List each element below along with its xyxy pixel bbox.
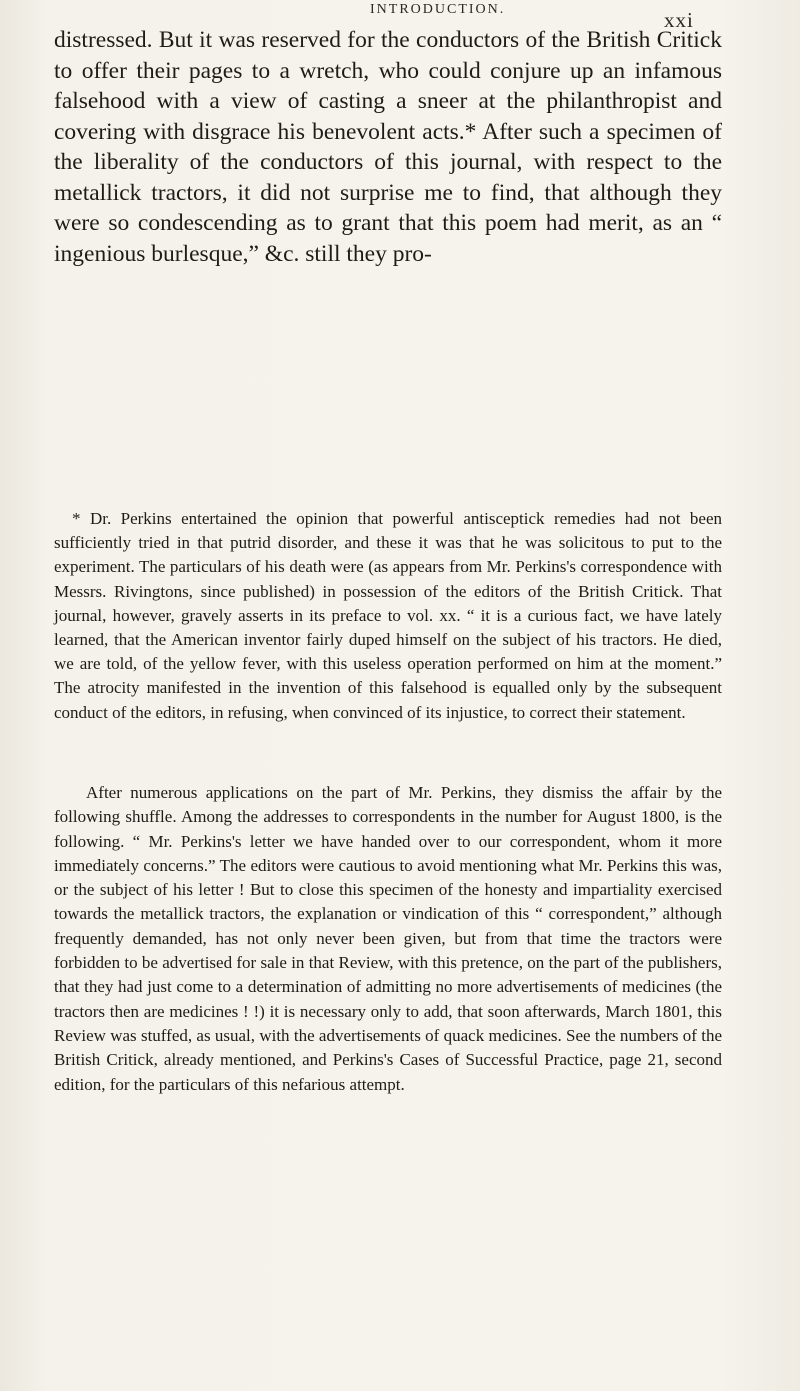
running-head: INTRODUCTION. [370, 2, 506, 17]
footnote-paragraph-1: * Dr. Perkins entertained the opinion that powerful antisceptick remedies had not been sufficiently tried in that putrid disorder, and these it was that he was solicitous to put to the experiment. The particulars of his death were (as appears from Mr. Perkins's correspondence with Messrs. Rivingtons, since published) in possession of the editors of the British Critick. That journal, however, gravely asserts in its preface to vol. xx. “ it is a curious fact, we have lately learned, that the American inventor fairly duped himself on the subject of his tractors. He died, we are told, of the yellow fever, with this useless operation performed on him at the moment.” The atrocity manifested in the invention of this falsehood is equalled only by the subsequent conduct of the editors, in refusing, when convinced of its injustice, to correct their statement. [54, 509, 722, 722]
footnote-paragraph-2: After numerous applications on the part of Mr. Perkins, they dismiss the affair by the following shuffle. Among the addresses to correspondents in the number for August 1800, is the following. “ Mr. Perkins's letter we have handed over to our correspondent, whom it more immediately concerns.” The editors were cautious to avoid mentioning what Mr. Perkins this was, or the subject of his letter ! But to close this specimen of the honesty and impartiality exercised towards the metallick tractors, the explanation or vindication of this “ correspondent,” although frequently demanded, has not only never been given, but from that time the tractors were forbidden to be advertised for sale in that Review, with this pretence, on the part of the publishers, that they had just come to a determination of admitting no more advertisements of medicines (the tractors then are medicines ! !) it is necessary only to add, that soon afterwards, March 1801, this Review was stuffed, as usual, with the advertisements of quack medicines. See the numbers of the British Critick, already mentioned, and Perkins's Cases of Successful Practice, page 21, second edition, for the particulars of this nefarious attempt. [54, 783, 722, 1094]
main-body-text: distressed. But it was reserved for the conductors of the British Critick to offer their pages to a wretch, who could conjure up an infamous falsehood with a view of casting a sneer at the philanthropist and covering with disgrace his benevolent acts.* After such a specimen of the liberality of the conductors of this journal, with respect to the metallick tractors, it did not surprise me to find, that although they were so condescending as to grant that this poem had merit, as an “ ingenious burlesque,” &c. still they pro- [54, 27, 722, 267]
page-number: xxi [664, 8, 694, 32]
